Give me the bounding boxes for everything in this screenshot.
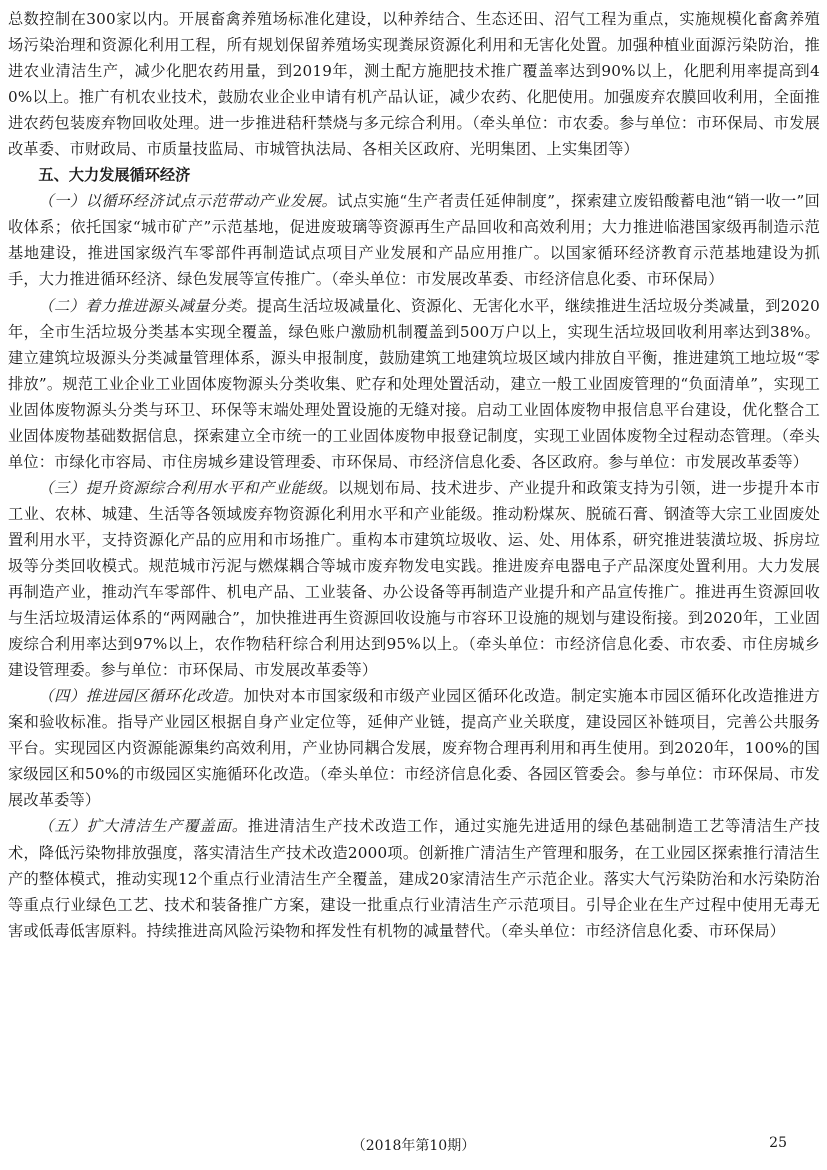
paragraph-5 — [8, 813, 820, 943]
paragraph-3-text: 以规划布局、技术进步、产业提升和政策支持为引领，进一步提升本市工业、农林、城建、生活等各领域废弃物资源化利用水平和产业能级。推动粉煤灰、脱硫石膏、钢渣等大宗工业固废处置利用水平，支持资源化产品的应用和市场推广。重构本市建筑垃圾收、运、处、用体系，研究推进装潢垃圾、拆房垃圾等分类回收模式。规范城市污泥与燃煤耦合等城市废弃物发电实践。推进废弃电器电子产品深度处置利用。大力发展再制造产业，推动汽车零部件、机电产品、工业装备、办公设备等再制造产业提升和产品宣传推广。推进再生资源回收与生活垃圾清运体系的“两网融合”，加快推进再生资源回收设施与市容环卫设施的规划与建设衔接。到2020年，工业固废综合利用率达到97%以上，农作物秸秆综合利用达到95%以上。（牵头单位：市经济信息化委、市农委、市住房城乡建设管理委。参与单位：市环保局、市发展改革委等） — [8, 478, 820, 680]
paragraph-4 — [8, 683, 820, 813]
paragraph-2-text: 提高生活垃圾减量化、资源化、无害化水平，继续推进生活垃圾分类减量，到2020年，全市生活垃圾分类基本实现全覆盖，绿色账户激励机制覆盖到500万户以上，实现生活垃圾回收利用率达到38%。建立建筑垃圾源头分类减量管理体系，源头申报制度，鼓励建筑工地建筑垃圾区域内排放自平衡，推进建筑工地垃圾“零排放”。规范工业企业工业固体废物源头分类收集、贮存和处理处置活动，建立一般工业固废管理的“负面清单”，实现工业固体废物源头分类与环卫、环保等末端处理处置设施的无缝对接。启动工业固体废物申报信息平台建设，优化整合工业固体废物基础数据信息，探索建立全市统一的工业固体废物申报登记制度，实现工业固体废物全过程动态管理。（牵头单位：市绿化市容局、市住房城乡建设管理委、市环保局、市经济信息化委、各区政府。参与单位：市发展改革委等） — [8, 296, 820, 471]
paragraph-1-text: 试点实施“生产者责任延伸制度”，探索建立废铅酸蓄电池“销一收一”回收体系；依托国家“城市矿产”示范基地，促进废玻璃等资源再生产品回收和高效利用；大力推进临港国家级再制造示范基地建设，推进国家级汽车零部件再制造试点项目产业发展和产品应用推广。以国家循环经济教育示范基地建设为抓手，大力推进循环经济、绿色发展等宣传推广。（牵头单位：市发展改革委、市经济信息化委、市环保局） — [8, 192, 820, 289]
document-page — [8, 6, 820, 944]
page-footer — [0, 1135, 827, 1159]
paragraph-2 — [8, 293, 820, 475]
issue-label: （2018年第10期） — [351, 1138, 476, 1154]
paragraph-1-lead: （一）以循环经济试点示范带动产业发展。 — [38, 192, 338, 211]
paragraph-3-lead: （三）提升资源综合利用水平和产业能级。 — [38, 478, 338, 497]
page-number: 25 — [769, 1135, 787, 1151]
section-heading: 五、大力发展循环经济 — [38, 166, 191, 185]
paragraph-2-lead: （二）着力推进源头减量分类。 — [38, 296, 257, 315]
paragraph-5-lead: （五）扩大清洁生产覆盖面。 — [38, 817, 248, 836]
paragraph-agriculture: 总数控制在300家以内。开展畜禽养殖场标准化建设，以种养结合、生态还田、沼气工程为重点，实施规模化畜禽养殖场污染治理和资源化利用工程，所有规划保留养殖场实现粪尿资源化利用和无害化处置。加强种植业面源污染防治，推进农业清洁生产，减少化肥农药用量，到2019年，测土配方施肥技术推广覆盖率达到90%以上，化肥利用率提高到40%以上。推广有机农业技术，鼓励农业企业申请有机产品认证，减少农药、化肥使用。加强废弃农膜回收利用，全面推进农药包装废弃物回收处理。进一步推进秸秆禁烧与多元综合利用。（牵头单位：市农委。参与单位：市环保局、市发展改革委、市财政局、市质量技监局、市城管执法局、各相关区政府、光明集团、上实集团等） — [8, 10, 820, 159]
paragraph-5-text: 推进清洁生产技术改造工作，通过实施先进适用的绿色基础制造工艺等清洁生产技术，降低污染物排放强度，落实清洁生产技术改造2000项。创新推广清洁生产管理和服务，在工业园区探索推行清洁生产的整体模式，推动实现12个重点行业清洁生产全覆盖，建成20家清洁生产示范企业。落实大气污染防治和水污染防治等重点行业绿色工艺、技术和装备推广方案，建设一批重点行业清洁生产示范项目。引导企业在生产过程中使用无毒无害或低毒低害原料。持续推进高风险污染物和挥发性有机物的减量替代。（牵头单位：市经济信息化委、市环保局） — [8, 817, 821, 940]
paragraph-4-text: 加快对本市国家级和市级产业园区循环化改造。制定实施本市园区循环化改造推进方案和验收标准。指导产业园区根据自身产业定位等，延伸产业链，提高产业关联度，建设园区补链项目，完善公共服务平台。实现园区内资源能源集约高效利用，产业协同耦合发展，废弃物合理再利用和再生使用。到2020年，100%的国家级园区和50%的市级园区实施循环化改造。（牵头单位：市经济信息化委、各园区管委会。参与单位：市环保局、市发展改革委等） — [8, 687, 821, 810]
paragraph-4-lead: （四）推进园区循环化改造。 — [38, 687, 244, 706]
paragraph-3 — [8, 475, 820, 683]
paragraph-1 — [8, 188, 820, 292]
